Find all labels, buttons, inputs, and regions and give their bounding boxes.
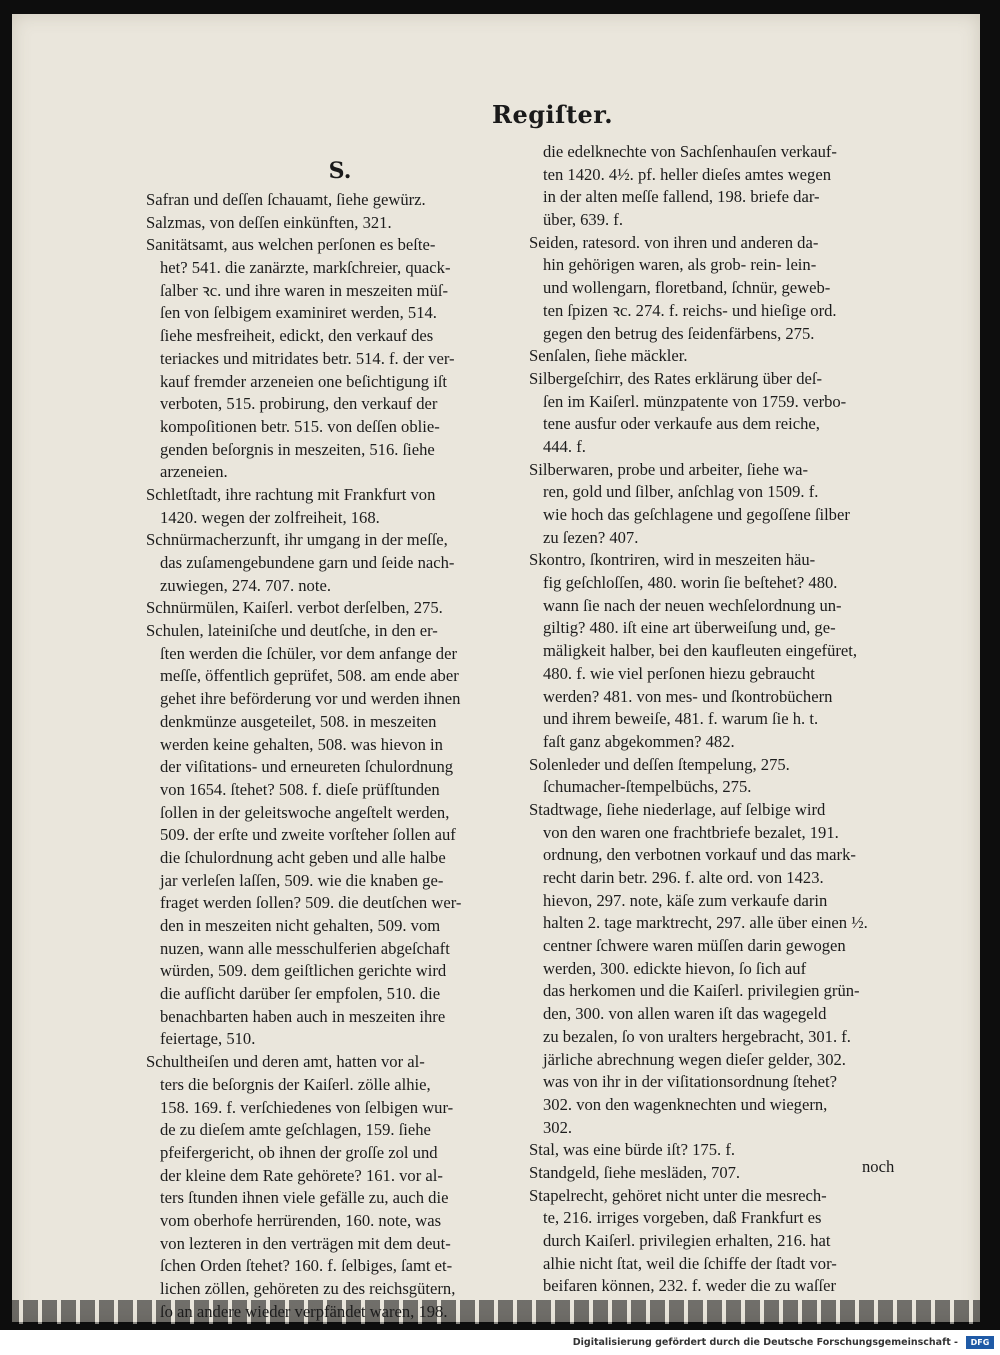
index-line: het? 541. die zanärzte, markſchreier, quack- [160,258,451,278]
index-line: was von ihr in der viſitationsordnung ſtehet? [543,1072,838,1092]
index-column-right [529,141,916,1298]
index-line: halten 2. tage marktrecht, 297. alle über einen ½. [543,913,868,933]
index-entry-line: Salzmas, von deſſen einkünften, 321. [146,212,392,232]
index-line: fraget werden ſollen? 509. die deutſchen wer- [160,893,462,913]
index-line: 158. 169. f. verſchiedenes von ſelbigen wur- [160,1097,454,1117]
index-line: ſollen in der geleitswoche angeſtelt werden, [160,802,450,822]
index-entry-line: Stadtwage, ſiehe niederlage, auf ſelbige wird [529,799,826,819]
index-line: ſen im Kaiſerl. münzpatente von 1759. verbo- [543,391,847,411]
index-line: jar verleſen laſſen, 509. wie die knaben ge- [160,870,444,890]
index-line: ſen von ſelbigem examiniret werden, 514. [160,303,437,323]
index-line: hin gehörigen waren, als grob- rein- lein- [543,255,817,275]
index-line: der viſitations- und erneureten ſchulordnung [160,757,454,777]
index-entry-line: Standgeld, ſiehe mesläden, 707. [529,1162,741,1182]
index-column-left [146,189,531,1323]
catchword: noch [862,1157,895,1176]
index-line: verboten, 515. probirung, den verkauf der [160,394,438,414]
index-entry-line: Seiden, ratesord. von ihren und anderen da- [529,232,819,252]
index-line: und wollengarn, floretband, ſchnür, geweb- [543,278,831,298]
index-line: das zuſamengebundene garn und ſeide nach- [160,553,455,572]
index-line: hievon, 297. note, käſe zum verkaufe darin [543,890,828,910]
index-line: von lezteren in den verträgen mit dem deut- [160,1233,451,1253]
index-line: giltig? 480. iſt eine art überweiſung und, ge- [543,618,836,638]
index-line: de zu dieſem amte geſchlagen, 159. ſiehe [160,1120,431,1140]
index-line: würden, 509. dem geiſtlichen gerichte wird [160,961,447,981]
dfg-logo-icon: DFG [966,1336,994,1349]
index-line: teriackes und mitridates betr. 514. f. der ver- [160,348,455,368]
index-line: genden beſorgnis in meszeiten, 516. ſiehe [160,439,435,459]
index-line: beifaren können, 232. f. weder die zu waſſer [543,1276,837,1296]
index-line: von den waren one frachtbriefe bezalet, 191. [543,822,839,842]
index-entry-line: Schletſtadt, ihre rachtung mit Frankfurt von [146,484,436,504]
index-line: die edelknechte von Sachſenhauſen verkauf- [543,142,837,161]
index-line: gehet ihre beförderung vor und werden ihnen [160,689,461,709]
page-title: Regiſter. [492,100,614,129]
index-line: ſalber ꝛc. und ihre waren in meszeiten müſ- [160,280,449,300]
index-line: zuwiegen, 274. 707. note. [160,575,331,595]
index-line: fig geſchloſſen, 480. worin ſie beſtehet? 480. [543,573,838,593]
index-line: 302. von den wagenknechten und wiegern, [543,1094,828,1114]
index-line: 302. [543,1117,573,1137]
index-line: werden? 481. von mes- und ſkontrobüchern [543,686,833,706]
index-line: tene ausfur oder verkaufe aus dem reiche, [543,414,820,434]
index-line: die ſchulordnung acht geben und alle halbe [160,847,446,867]
index-line: gegen den betrug des ſeidenfärbens, 275. [543,323,815,343]
index-line: von 1654. ſtehet? 508. f. dieſe prüfſtunden [160,779,440,799]
index-line: werden keine gehalten, 508. was hievon in [160,734,443,754]
index-line: ren, gold und ſilber, anſchlag von 1509. f. [543,482,819,502]
index-entry-line: Stal, was eine bürde iſt? 175. f. [529,1140,735,1160]
index-line: ordnung, den verbotnen vorkauf und das mark- [543,845,856,865]
index-line: und ihrem beweiſe, 481. f. warum ſie h. t. [543,709,819,729]
index-line: 509. der erſte und zweite vorſteher ſollen auf [160,825,456,845]
index-line: arzeneien. [160,462,228,482]
index-line: alhie nicht ſtat, weil die ſchiffe der ſtadt vor- [543,1253,837,1273]
index-line: te, 216. irriges vorgeben, daß Frankfurt es [543,1208,822,1228]
index-line: zu bezalen, ſo von uralters hergebracht, 301. f. [543,1026,851,1046]
index-line: mäligkeit halber, bei den kaufleuten eingefüret, [543,641,858,661]
index-line: in der alten meſſe fallend, 198. briefe dar- [543,187,820,207]
index-line: ſo an andere wieder verpfändet waren, 198. [160,1301,448,1321]
footer-bar [0,1330,1000,1355]
index-entry-line: Schulen, lateiniſche und deutſche, in den er- [146,621,438,641]
index-line: ters die beſorgnis der Kaiſerl. zölle alhie, [160,1074,431,1094]
index-line: das herkomen und die Kaiſerl. privilegien grün- [543,981,860,1001]
section-letter: S. [328,158,352,184]
index-line: wie hoch das geſchlagene und gegoſſene ſilber [543,505,850,524]
index-line: denkmünze ausgeteilet, 508. in meszeiten [160,711,437,731]
index-line: ſchen Orden ſtehet? 160. f. ſelbiges, ſamt et- [160,1256,453,1276]
index-entry-line: Silbergeſchirr, des Rates erklärung über deſ- [529,368,823,388]
index-line: 444. f. [543,436,586,456]
index-line: werden, 300. edickte hievon, ſo ſich auf [543,958,807,978]
index-line: ten 1420. 4½. pf. heller dieſes amtes wegen [543,164,832,184]
index-line: recht darin betr. 296. f. alte ord. von 1423. [543,868,824,887]
index-line: kauf fremder arzeneien one beſichtigung iſt [160,371,448,391]
index-line: den, 300. von allen waren iſt das wagegeld [543,1004,827,1024]
index-line: faſt ganz abgekommen? 482. [543,731,735,751]
index-line: den in meszeiten nicht gehalten, 509. vom [160,916,441,935]
index-line: vom oberhofe herrürenden, 160. note, was [160,1210,442,1230]
index-line: 1420. wegen der zolfreiheit, 168. [160,507,380,527]
index-line: pfeifergericht, ob ihnen der groſſe zol und [160,1142,438,1162]
index-entry-line: Solenleder und deſſen ſtempelung, 275. [529,754,790,774]
index-line: lichen zöllen, gehöreten zu des reichsgütern, [160,1279,456,1298]
index-entry-line: Stapelrecht, gehöret nicht unter die mesrech- [529,1185,827,1205]
index-line: wann ſie nach der neuen wechſelordnung un- [543,595,842,615]
index-line: järliche abrechnung wegen dieſer gelder, 302. [543,1049,846,1069]
index-line: ſiehe mesfreiheit, edickt, den verkauf des [160,326,434,346]
index-entry-line: Schnürmülen, Kaiſerl. verbot derſelben, 275. [146,598,443,618]
index-entry-line: Silberwaren, probe und arbeiter, ſiehe wa- [529,459,809,479]
index-line: nuzen, wann alle messchulferien abgeſchaft [160,938,450,958]
index-line: 480. f. wie viel perſonen hiezu gebraucht [543,663,815,683]
index-line: ters ſtunden ihnen viele gefälle zu, auch die [160,1188,449,1208]
index-entry-line: Schnürmacherzunft, ihr umgang in der meſſe, [146,530,448,550]
index-line: ſchumacher-ſtempelbüchs, 275. [543,777,752,797]
index-entry-line: Sanitätsamt, aus welchen perſonen es beſte- [146,235,436,255]
index-line: benachbarten haben auch in meszeiten ihre [160,1006,446,1026]
index-line: meſſe, öffentlich geprüfet, 508. am ende aber [160,666,459,686]
index-entry-line: Safran und deſſen ſchauamt, ſiehe gewürz. [146,190,426,209]
index-entry-line: Schultheiſen und deren amt, hatten vor al- [146,1052,425,1072]
index-line: der kleine dem Rate gehörete? 161. vor al- [160,1165,443,1185]
index-line: centner ſchwere waren müſſen darin gewogen [543,936,846,956]
footer-credit: Digitalisierung gefördert durch die Deutsche Forschungsgemeinschaft - [572,1337,958,1348]
index-line: ten ſpizen ꝛc. 274. f. reichs- und hieſige ord. [543,300,837,320]
index-line: durch Kaiſerl. privilegien erhalten, 216. hat [543,1231,831,1250]
index-entry-line: Skontro, ſkontriren, wird in meszeiten häu- [529,550,816,570]
index-entry-line: Senſalen, ſiehe mäckler. [529,346,688,366]
index-line: zu ſezen? 407. [543,527,639,547]
index-line: kompoſitionen betr. 515. von deſſen oblie- [160,416,440,436]
index-line: über, 639. f. [543,210,623,230]
index-line: die aufſicht darüber ſer empfolen, 510. die [160,984,441,1004]
index-line: feiertage, 510. [160,1029,256,1049]
index-line: ſten werden die ſchüler, vor dem anfange der [160,643,457,663]
